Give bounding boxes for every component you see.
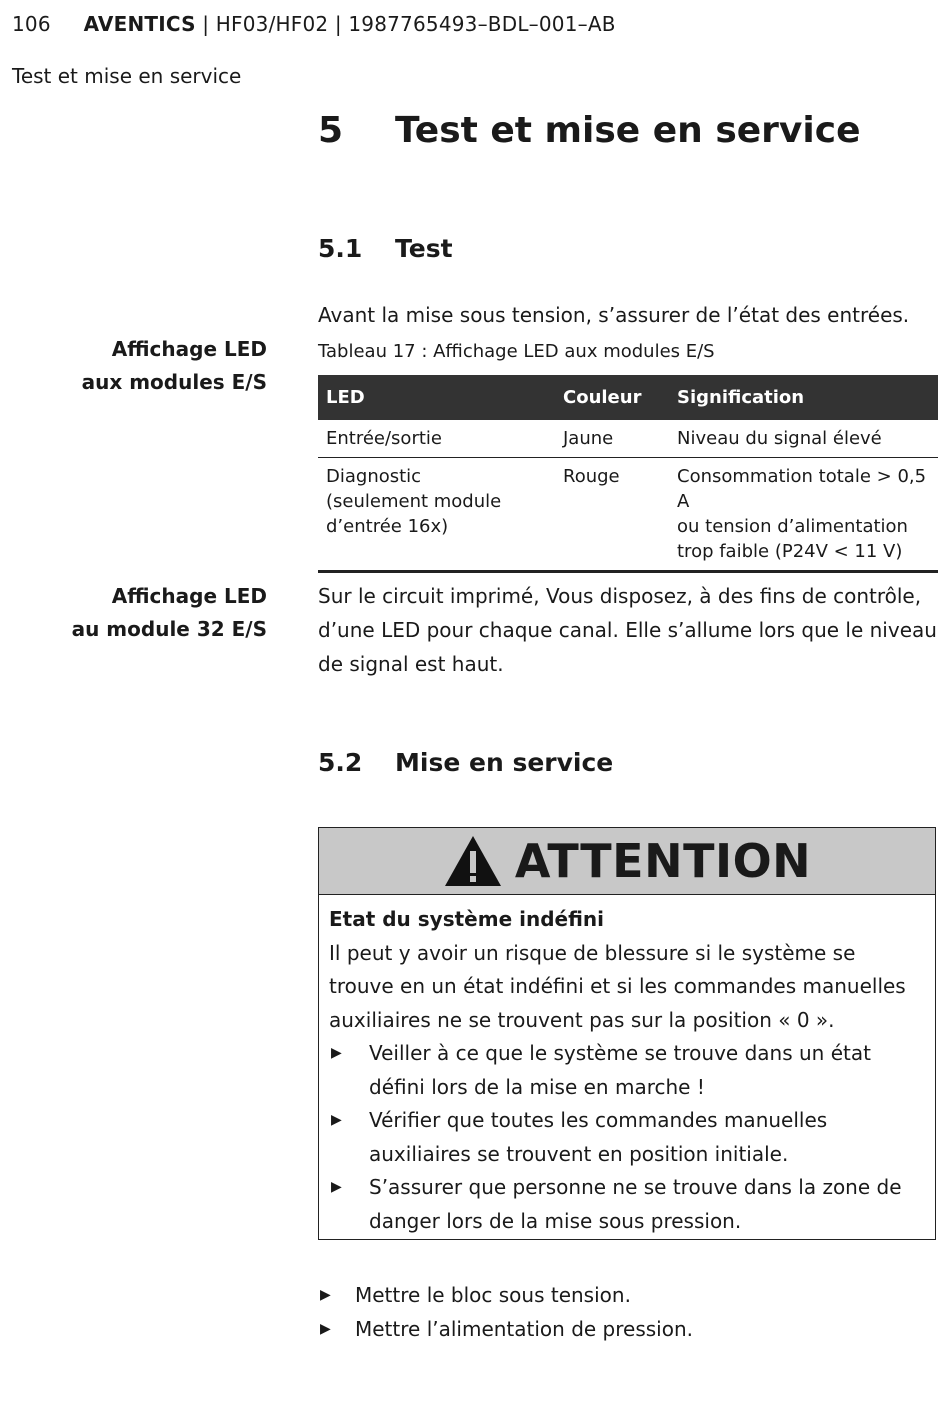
list-item — [329, 1037, 925, 1104]
warning-box — [318, 827, 936, 1240]
table-row — [318, 458, 938, 572]
table-row — [318, 420, 938, 458]
section-heading-commissioning — [318, 748, 613, 777]
list-item-text: Mettre le bloc sous tension. — [355, 1283, 631, 1307]
list-item — [329, 1104, 925, 1171]
side-label-line: Affichage LED — [111, 337, 267, 361]
chapter-heading — [318, 110, 861, 151]
section-title: Test — [395, 234, 453, 263]
list-item — [329, 1171, 925, 1238]
section-number: 5.1 — [318, 234, 363, 263]
warning-description: Il peut y avoir un risque de blessure si le système se trouve en un état indéfini et si les commandes manuelles auxiliaires ne se trouvent pas sur la position « 0 ». — [329, 940, 906, 1032]
section-heading-test — [318, 234, 453, 263]
running-title: Test et mise en service — [12, 64, 242, 88]
warning-body — [319, 895, 935, 1238]
column-header-meaning: Signification — [669, 375, 938, 420]
chapter-title: Test et mise en service — [395, 110, 861, 151]
table-cell: Niveau du signal élevé — [669, 420, 938, 458]
list-item-text: Veiller à ce que le système se trouve dans un état défini lors de la mise en marche ! — [369, 1041, 871, 1099]
commissioning-steps — [318, 1279, 938, 1346]
warning-header — [319, 828, 935, 895]
bullet-arrow-icon: ▶ — [320, 1287, 331, 1303]
side-label-led-modules — [82, 333, 267, 399]
module-32-description: Sur le circuit imprimé, Vous disposez, à des fins de contrôle, d’une LED pour chaque canal. Elle s’allume lors que le niveau de signal est haut. — [318, 584, 937, 676]
bullet-arrow-icon: ▶ — [320, 1320, 331, 1337]
section-title: Mise en service — [395, 748, 614, 777]
list-item-text: S’assurer que personne ne se trouve dans la zone de danger lors de la mise sous pression. — [369, 1175, 902, 1233]
table-cell: Diagnostic (seulement module d’entrée 16x) — [318, 458, 555, 572]
warning-signal-word: ATTENTION — [514, 834, 812, 888]
table-caption: Tableau 17 : Affichage LED aux modules E/S — [318, 341, 715, 362]
page-number: 106 — [12, 12, 51, 36]
column-header-led: LED — [318, 375, 555, 420]
list-item-text: Mettre l’alimentation de pression. — [355, 1316, 694, 1341]
side-label-line: aux modules E/S — [81, 370, 267, 394]
table-cell: Entrée/sortie — [318, 420, 555, 458]
table-header-row — [318, 375, 938, 420]
bullet-arrow-icon: ▶ — [331, 1112, 342, 1128]
page-header — [12, 12, 616, 36]
chapter-number: 5 — [318, 110, 344, 151]
table-cell: Jaune — [555, 420, 669, 458]
test-intro: Avant la mise sous tension, s’assurer de l’état des entrées. — [318, 303, 910, 327]
side-label-line: au module 32 E/S — [71, 617, 267, 641]
led-table — [318, 375, 938, 573]
side-label-led-module-32 — [72, 580, 267, 646]
warning-measures — [329, 1037, 925, 1238]
list-item — [318, 1279, 938, 1313]
warning-triangle-icon — [443, 834, 503, 888]
section-number: 5.2 — [318, 748, 363, 777]
bullet-arrow-icon: ▶ — [331, 1045, 342, 1061]
list-item-text: Vérifier que toutes les commandes manuelles auxiliaires se trouvent en position initiale. — [369, 1108, 828, 1166]
table-cell: Consommation totale > 0,5 A ou tension d’alimentation trop faible (P24V < 11 V) — [669, 458, 938, 572]
column-header-color: Couleur — [555, 375, 669, 420]
warning-subtitle: Etat du système indéfini — [329, 907, 604, 931]
list-item — [318, 1313, 938, 1347]
bullet-arrow-icon: ▶ — [331, 1179, 342, 1195]
brand-name: AVENTICS — [83, 12, 196, 36]
table-cell: Rouge — [555, 458, 669, 572]
side-label-line: Affichage LED — [111, 584, 267, 608]
product-reference: | HF03/HF02 | 1987765493–BDL–001–AB — [202, 12, 616, 36]
